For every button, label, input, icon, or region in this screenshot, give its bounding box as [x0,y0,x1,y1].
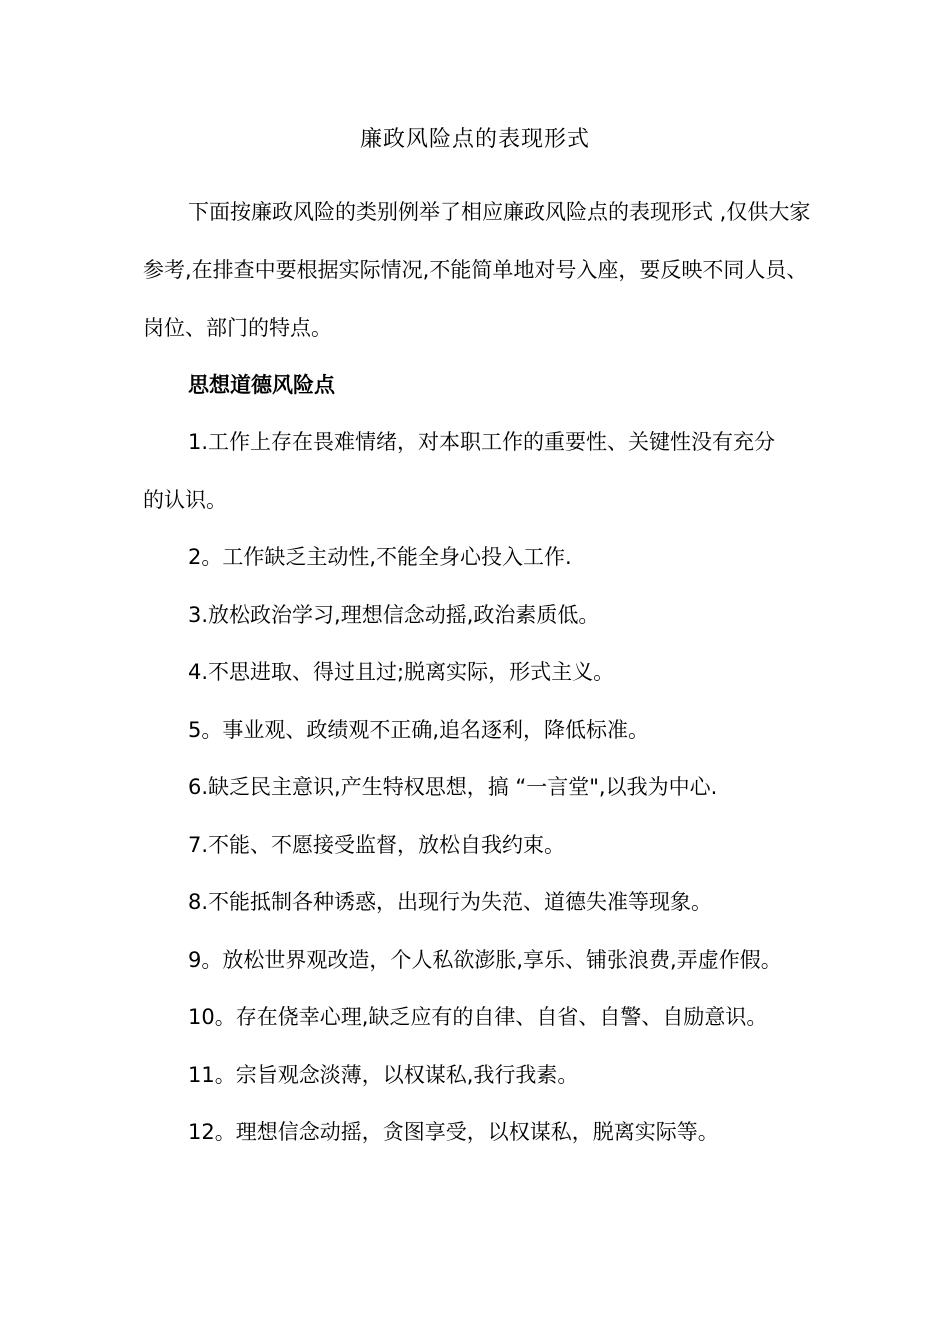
list-item: 1.工作上存在畏难情绪，对本职工作的重要性、关键性没有充分 [188,430,776,454]
list-item: 2。工作缺乏主动性,不能全身心投入工作. [188,545,572,569]
list-item: 4.不思进取、得过且过;脱离实际，形式主义。 [188,660,615,684]
list-item: 11。宗旨观念淡薄，以权谋私,我行我素。 [188,1063,579,1087]
list-item-continuation: 的认识。 [143,488,227,512]
list-item: 10。存在侥幸心理,缺乏应有的自律、自省、自警、自励意识。 [188,1005,768,1029]
section-heading: 思想道德风险点 [188,373,335,397]
intro-paragraph: 下面按廉政风险的类别例举了相应廉政风险点的表现形式 ,仅供大家参考,在排查中要根据实际情况,不能简单地对号入座，要反映不同人员、岗位、部门的特点。 [143,200,811,340]
list-item: 9。放松世界观改造，个人私欲澎胀,享乐、铺张浪费,弄虚作假。 [188,948,782,972]
list-item: 3.放松政治学习,理想信念动摇,政治素质低。 [188,603,600,627]
document-title: 廉政风险点的表现形式 [359,127,590,152]
list-item: 5。事业观、政绩观不正确,追名逐利，降低标准。 [188,718,650,742]
list-item: 12。理想信念动摇，贪图享受，以权谋私，脱离实际等。 [188,1120,719,1144]
list-item: 7.不能、不愿接受监督，放松自我约束。 [188,833,566,857]
list-item: 6.缺乏民主意识,产生特权思想，搞 “一言堂",以我为中心. [188,775,718,799]
list-item: 8.不能抵制各种诱惑，出现行为失范、道德失准等现象。 [188,890,713,914]
